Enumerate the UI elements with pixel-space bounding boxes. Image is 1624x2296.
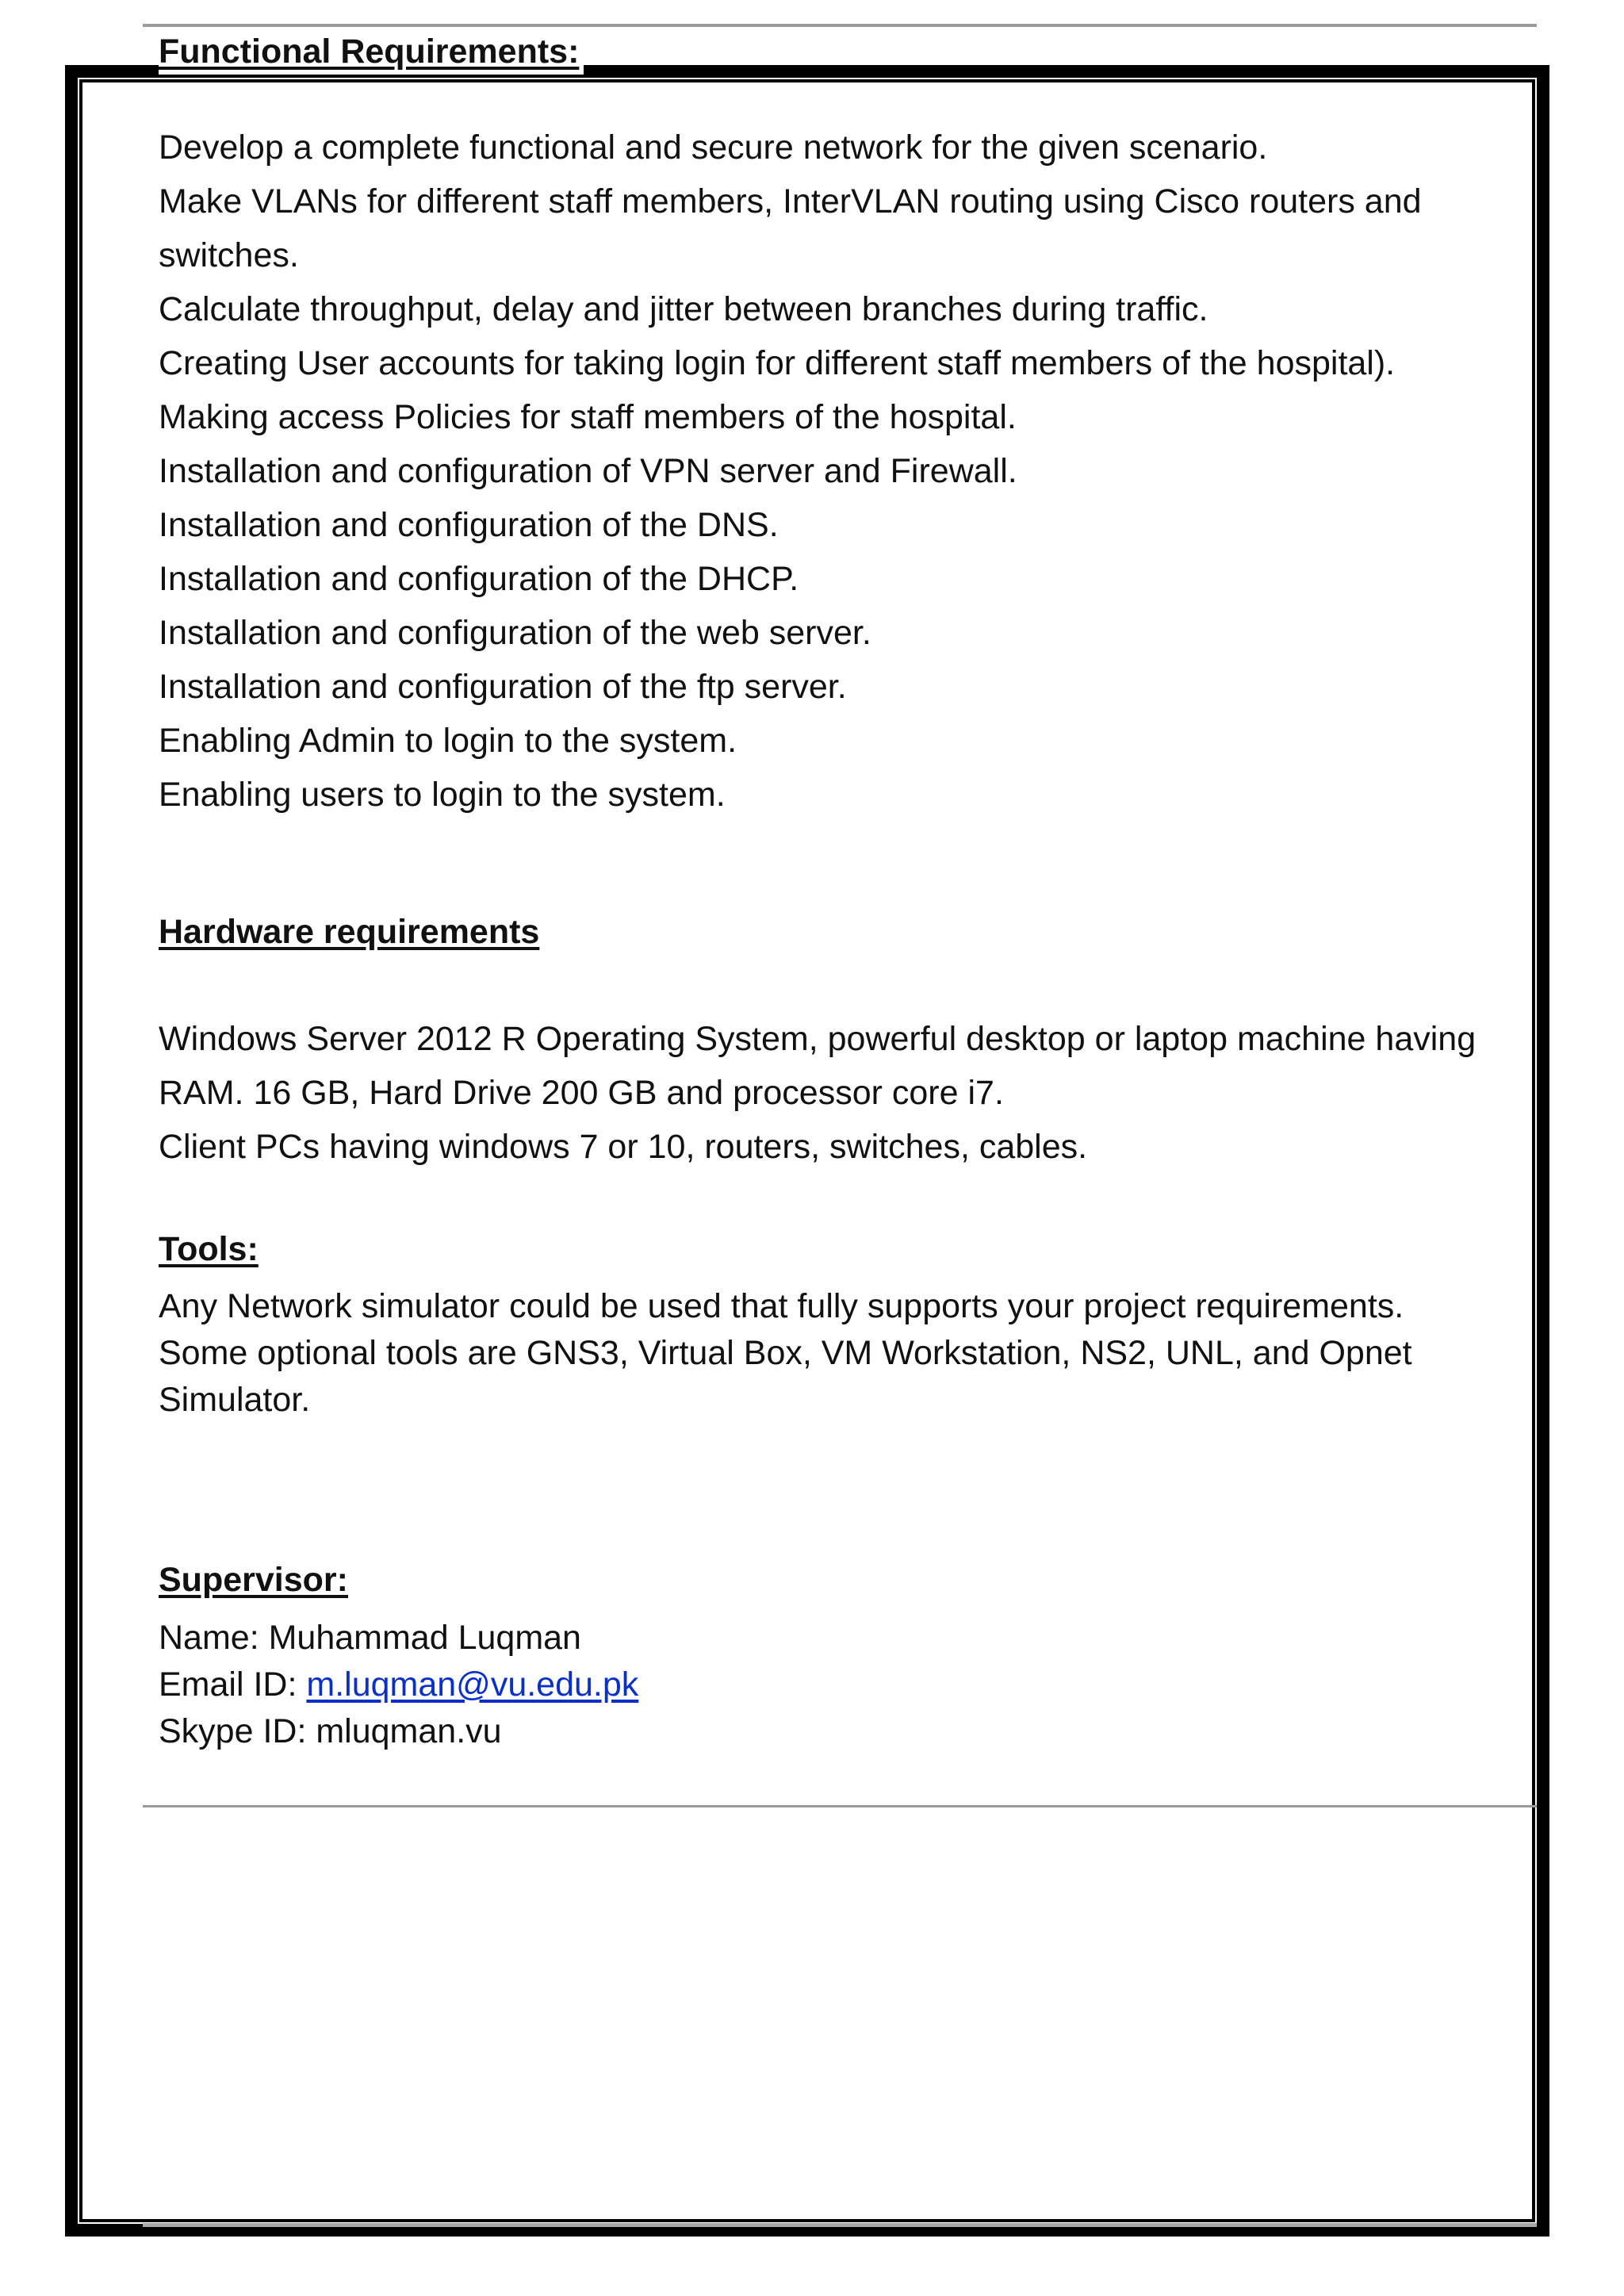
functional-requirements-heading: Functional Requirements: <box>159 30 584 75</box>
supervisor-details <box>159 1615 638 1755</box>
supervisor-email-line <box>159 1662 638 1708</box>
list-item: Calculate throughput, delay and jitter between branches during traffic. <box>159 290 1208 328</box>
list-item: Develop a complete functional and secure network for the given scenario. <box>159 128 1268 167</box>
tools-text <box>159 1283 1412 1424</box>
supervisor-name: Name: Muhammad Luqman <box>159 1619 581 1657</box>
email-label: Email ID: <box>159 1665 307 1704</box>
list-item: Make VLANs for different staff members, InterVLAN routing using Cisco routers and <box>159 182 1422 220</box>
functional-requirements-list <box>159 121 1522 822</box>
hardware-line: RAM. 16 GB, Hard Drive 200 GB and processor core i7. <box>159 1074 1004 1112</box>
tools-heading: Tools: <box>159 1230 259 1268</box>
list-item: Creating User accounts for taking login for different staff members of the hospital). <box>159 344 1396 382</box>
supervisor-skype: Skype ID: mluqman.vu <box>159 1712 502 1750</box>
list-item: switches. <box>159 236 299 274</box>
list-item: Installation and configuration of the ftp server. <box>159 668 847 706</box>
hardware-line: Client PCs having windows 7 or 10, routers, switches, cables. <box>159 1128 1088 1166</box>
list-item: Installation and configuration of the web server. <box>159 614 871 652</box>
hardware-line: Windows Server 2012 R Operating System, powerful desktop or laptop machine having <box>159 1020 1477 1058</box>
hardware-requirements-heading: Hardware requirements <box>159 913 540 951</box>
footer-divider <box>143 2223 1537 2227</box>
supervisor-heading: Supervisor: <box>159 1561 348 1599</box>
list-item: Enabling users to login to the system. <box>159 776 726 814</box>
top-divider <box>143 24 1537 27</box>
tools-line: Simulator. <box>159 1381 311 1419</box>
list-item: Making access Policies for staff members of the hospital. <box>159 398 1017 436</box>
list-item: Installation and configuration of the DNS. <box>159 506 779 544</box>
email-link[interactable]: m.luqman@vu.edu.pk <box>306 1665 639 1704</box>
tools-line: Some optional tools are GNS3, Virtual Box, VM Workstation, NS2, UNL, and Opnet <box>159 1334 1412 1372</box>
list-item: Installation and configuration of VPN server and Firewall. <box>159 452 1017 490</box>
list-item: Installation and configuration of the DHCP. <box>159 560 799 598</box>
tools-line: Any Network simulator could be used that fully supports your project requirements. <box>159 1287 1404 1325</box>
hardware-requirements-text <box>159 1012 1476 1174</box>
list-item: Enabling Admin to login to the system. <box>159 722 737 760</box>
section-divider <box>143 1805 1537 1807</box>
